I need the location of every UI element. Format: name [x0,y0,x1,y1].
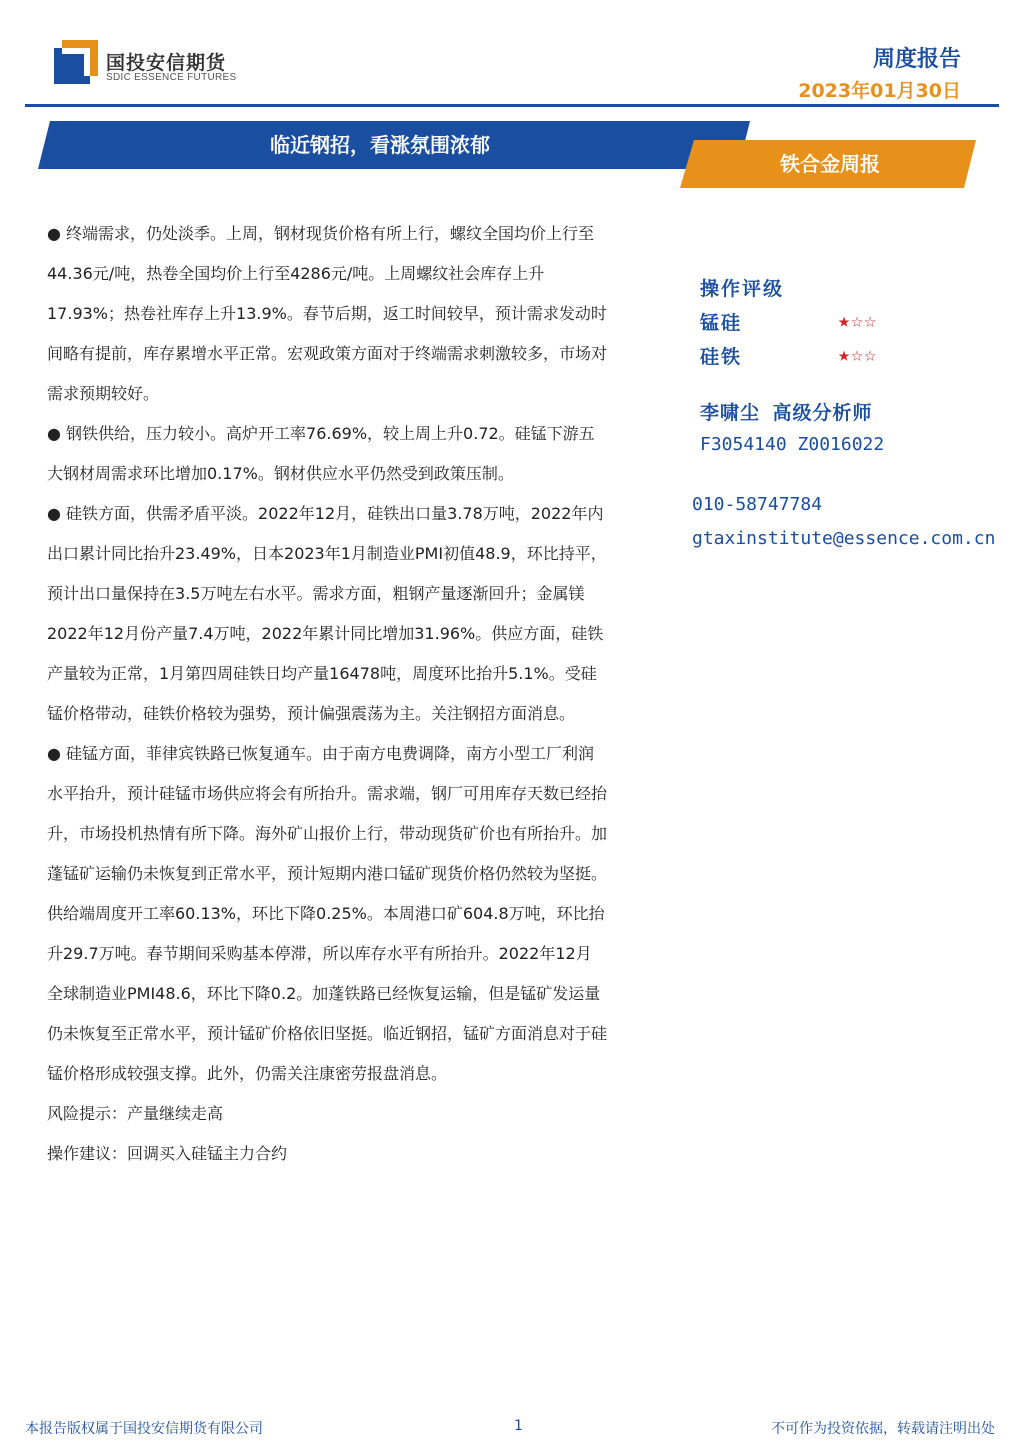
page-number: 1 [514,1418,523,1434]
analyst-name: 李啸尘 高级分析师 [700,402,873,424]
report-body [47,214,607,1174]
company-logo [54,40,98,84]
rating-row-fesi [700,342,742,369]
rating-name: 锰硅 [700,312,743,334]
paragraph-silicomanganese: ● 硅锰方面，菲律宾铁路已恢复通车。由于南方电费调降，南方小型工厂利润水平抬升，预计硅锰市场供应将会有所抬升。需求端，钢厂可用库存天数已经抬升，市场投机热情有所下降。海外矿山报价上行，带动现货矿价也有所抬升。加蓬锰矿运输仍未恢复到正常水平，预计短期内港口锰矿现货价格仍然较为坚挺。供给端周度开工率60.13%，环比下降0.25%。本周港口矿604.8万吨，环比抬升29.7万吨。春节期间采购基本停滞，所以库存水平有所抬升。2022年12月全球制造业PMI48.6，环比下降0.2。加蓬铁路已经恢复运输，但是锰矿发运量仍未恢复至正常水平，预计锰矿价格依旧坚挺。临近钢招，锰矿方面消息对于硅锰价格形成较强支撑。此外，仍需关注康密劳报盘消息。 [47,744,608,1083]
contact-email[interactable]: gtaxinstitute@essence.com.cn [692,528,996,549]
report-type: 周度报告 [872,47,961,72]
paragraph-demand: ● 终端需求，仍处淡季。上周，钢材现货价格有所上行，螺纹全国均价上行至44.36元/吨，热卷全国均价上行至4286元/吨。上周螺纹社会库存上升17.93%；热卷社库存上升13.9%。春节后期，返工时间较早，预计需求发动时间略有提前，库存累增水平正常。宏观政策方面对于终端需求刺激较多，市场对需求预期较好。 [47,224,608,403]
report-subtitle: 铁合金周报 [780,152,880,176]
rating-stars: ★☆☆ [838,308,878,332]
header-divider [25,104,999,107]
paragraph-steel-supply: ● 钢铁供给，压力较小。高炉开工率76.69%，较上周上升0.72。硅锰下游五大钢材周需求环比增加0.17%。钢材供应水平仍然受到政策压制。 [47,424,595,483]
rating-title: 操作评级 [700,278,785,300]
paragraph-ferrosilicon: ● 硅铁方面，供需矛盾平淡。2022年12月，硅铁出口量3.78万吨，2022年内出口累计同比抬升23.49%，日本2023年1月制造业PMI初值48.9，环比持平，预计出口量保持在3.5万吨左右水平。需求方面，粗钢产量逐渐回升；金属镁2022年12月份产量7.4万吨，2022年累计同比增加31.96%。供应方面，硅铁产量较为正常，1月第四周硅铁日均产量16478吨，周度环比抬升5.1%。受硅锰价格带动，硅铁价格较为强势，预计偏强震荡为主。关注钢招方面消息。 [47,504,607,723]
rating-row-mnsi [700,308,742,335]
company-name-cn: 国投安信期货 [106,52,227,74]
footer-disclaimer: 不可作为投资依据，转载请注明出处 [771,1421,995,1437]
contact-phone: 010-58747784 [692,494,823,515]
footer-copyright: 本报告版权属于国投安信期货有限公司 [25,1421,263,1437]
analyst-license: F3054140 Z0016022 [700,434,885,455]
risk-warning: 风险提示：产量继续走高 [47,1104,224,1123]
report-date: 2023年01月30日 [798,80,961,102]
operation-advice: 操作建议：回调买入硅锰主力合约 [47,1144,288,1163]
company-name-en: SDIC ESSENCE FUTURES [106,72,237,83]
report-title: 临近钢招，看涨氛围浓郁 [270,133,490,157]
rating-stars: ★☆☆ [838,342,878,366]
rating-name: 硅铁 [700,346,743,368]
